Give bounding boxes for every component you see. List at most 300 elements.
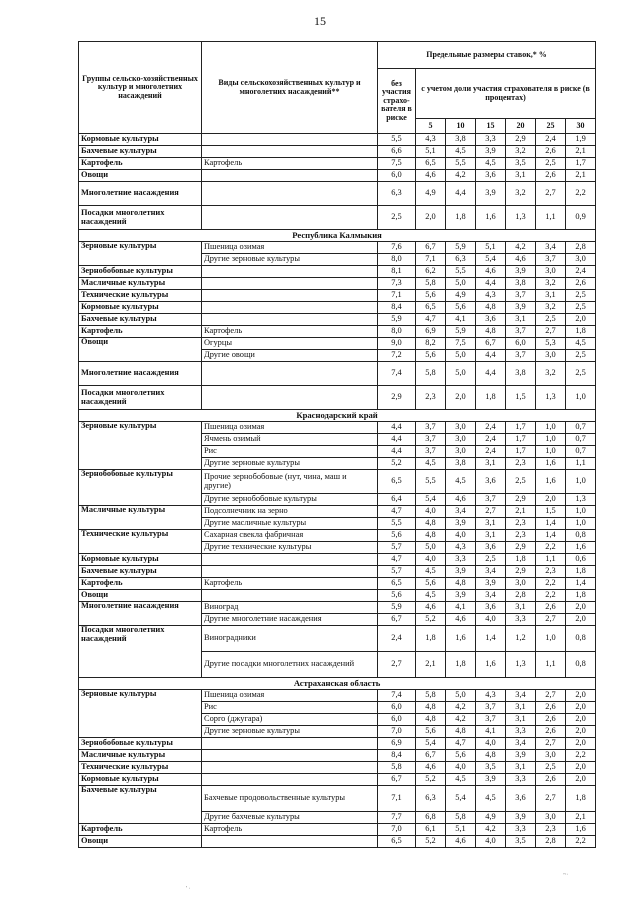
rate-no-participation-cell: 5,8 bbox=[378, 762, 416, 774]
rate-cell: 2,2 bbox=[566, 836, 596, 848]
rate-no-participation-cell: 2,4 bbox=[378, 626, 416, 652]
rate-cell: 3,3 bbox=[506, 614, 536, 626]
header-limits: Предельные размеры ставок,* % bbox=[378, 42, 596, 69]
rate-cell: 2,7 bbox=[536, 326, 566, 338]
rate-cell: 4,0 bbox=[476, 614, 506, 626]
table-row bbox=[79, 134, 596, 146]
header-col-25: 25 bbox=[536, 119, 566, 134]
rate-cell: 4,0 bbox=[416, 554, 446, 566]
crop-kind-cell: Другие посадки многолетних насаждений bbox=[202, 652, 378, 678]
rate-cell: 2,2 bbox=[566, 182, 596, 206]
rate-cell: 2,6 bbox=[536, 170, 566, 182]
rate-cell: 3,6 bbox=[476, 602, 506, 614]
rate-cell: 5,8 bbox=[416, 278, 446, 290]
crop-group-cell: Многолетние насаждения bbox=[79, 362, 202, 386]
rate-cell: 5,2 bbox=[416, 836, 446, 848]
rate-cell: 3,9 bbox=[476, 578, 506, 590]
table-row bbox=[79, 362, 596, 386]
rate-cell: 5,9 bbox=[446, 242, 476, 254]
rate-cell: 4,5 bbox=[476, 158, 506, 170]
rate-cell: 1,6 bbox=[536, 458, 566, 470]
rate-cell: 5,6 bbox=[416, 578, 446, 590]
rate-cell: 4,4 bbox=[476, 362, 506, 386]
crop-kind-cell: Картофель bbox=[202, 824, 378, 836]
table-row bbox=[79, 602, 596, 614]
crop-kind-cell bbox=[202, 206, 378, 230]
rate-cell: 2,6 bbox=[536, 774, 566, 786]
rate-no-participation-cell: 6,6 bbox=[378, 146, 416, 158]
rate-cell: 2,5 bbox=[566, 362, 596, 386]
header-groups: Группы сельско-хозяйственных культур и многолетних насаждений bbox=[79, 42, 202, 134]
rate-cell: 5,3 bbox=[536, 338, 566, 350]
rate-cell: 3,4 bbox=[446, 506, 476, 518]
rate-cell: 3,4 bbox=[536, 242, 566, 254]
header-col-15: 15 bbox=[476, 119, 506, 134]
rate-cell: 1,4 bbox=[566, 578, 596, 590]
rate-cell: 4,4 bbox=[476, 350, 506, 362]
crop-group-cell: Кормовые культуры bbox=[79, 774, 202, 786]
header-col-10: 10 bbox=[446, 119, 476, 134]
rate-cell: 3,3 bbox=[476, 134, 506, 146]
rate-cell: 2,5 bbox=[566, 302, 596, 314]
table-row bbox=[79, 774, 596, 786]
rate-cell: 5,0 bbox=[446, 690, 476, 702]
rate-no-participation-cell: 5,7 bbox=[378, 542, 416, 554]
rate-no-participation-cell: 5,6 bbox=[378, 590, 416, 602]
rate-cell: 3,6 bbox=[476, 470, 506, 494]
rate-no-participation-cell: 7,1 bbox=[378, 290, 416, 302]
rate-cell: 6,5 bbox=[416, 158, 446, 170]
rate-cell: 3,8 bbox=[506, 362, 536, 386]
crop-group-cell: Картофель bbox=[79, 578, 202, 590]
rate-cell: 5,2 bbox=[416, 614, 446, 626]
header-col-5: 5 bbox=[416, 119, 446, 134]
crop-kind-cell: Другие зернобобовые культуры bbox=[202, 494, 378, 506]
rate-no-participation-cell: 7,3 bbox=[378, 278, 416, 290]
crop-kind-cell: Виноград bbox=[202, 602, 378, 614]
rate-cell: 3,0 bbox=[446, 434, 476, 446]
rate-cell: 4,3 bbox=[416, 134, 446, 146]
rate-cell: 4,9 bbox=[476, 812, 506, 824]
rate-cell: 4,8 bbox=[476, 302, 506, 314]
rate-cell: 4,6 bbox=[416, 602, 446, 614]
rate-cell: 5,1 bbox=[476, 242, 506, 254]
rate-cell: 1,5 bbox=[536, 506, 566, 518]
rate-cell: 2,0 bbox=[566, 714, 596, 726]
rate-cell: 4,6 bbox=[416, 170, 446, 182]
region-header-row bbox=[79, 678, 596, 690]
rate-cell: 4,8 bbox=[416, 518, 446, 530]
rate-no-participation-cell: 9,0 bbox=[378, 338, 416, 350]
rate-cell: 3,1 bbox=[506, 762, 536, 774]
crop-kind-cell bbox=[202, 134, 378, 146]
rate-cell: 3,2 bbox=[506, 182, 536, 206]
rate-cell: 4,8 bbox=[416, 530, 446, 542]
crop-group-cell: Масличные культуры bbox=[79, 750, 202, 762]
rate-cell: 2,7 bbox=[536, 614, 566, 626]
rate-cell: 4,2 bbox=[446, 714, 476, 726]
crop-kind-cell: Картофель bbox=[202, 326, 378, 338]
header-col-30: 30 bbox=[566, 119, 596, 134]
rate-cell: 2,6 bbox=[536, 146, 566, 158]
header-without-participation: без участия страхо-вателя в риске bbox=[378, 69, 416, 134]
rate-cell: 1,6 bbox=[566, 824, 596, 836]
rate-cell: 2,5 bbox=[566, 350, 596, 362]
rate-cell: 4,6 bbox=[506, 254, 536, 266]
rate-cell: 1,0 bbox=[536, 422, 566, 434]
rate-cell: 2,5 bbox=[506, 470, 536, 494]
rate-cell: 5,6 bbox=[416, 726, 446, 738]
rate-cell: 1,0 bbox=[566, 386, 596, 410]
rate-cell: 5,4 bbox=[416, 494, 446, 506]
rate-cell: 2,0 bbox=[566, 774, 596, 786]
crop-group-cell: Зерновые культуры bbox=[79, 242, 202, 266]
rate-cell: 7,1 bbox=[416, 254, 446, 266]
rate-no-participation-cell: 6,0 bbox=[378, 170, 416, 182]
rate-cell: 3,9 bbox=[476, 774, 506, 786]
rate-cell: 4,5 bbox=[446, 470, 476, 494]
rate-cell: 2,0 bbox=[536, 494, 566, 506]
rate-cell: 5,9 bbox=[446, 326, 476, 338]
rate-cell: 1,8 bbox=[566, 326, 596, 338]
rate-cell: 1,8 bbox=[416, 626, 446, 652]
rate-cell: 4,0 bbox=[476, 738, 506, 750]
rate-cell: 1,1 bbox=[566, 458, 596, 470]
rate-no-participation-cell: 2,5 bbox=[378, 206, 416, 230]
rate-cell: 3,7 bbox=[416, 434, 446, 446]
crop-kind-cell: Бахчевые продовольственные культуры bbox=[202, 786, 378, 812]
rate-cell: 2,0 bbox=[566, 726, 596, 738]
rate-cell: 2,4 bbox=[536, 134, 566, 146]
rate-cell: 3,0 bbox=[506, 578, 536, 590]
rate-cell: 4,7 bbox=[416, 314, 446, 326]
rate-no-participation-cell: 7,4 bbox=[378, 690, 416, 702]
region-header-row bbox=[79, 410, 596, 422]
rate-cell: 4,8 bbox=[446, 726, 476, 738]
crop-kind-cell: Другие многолетние насаждения bbox=[202, 614, 378, 626]
crop-kind-cell: Другие зерновые культуры bbox=[202, 726, 378, 738]
crop-group-cell: Бахчевые культуры bbox=[79, 314, 202, 326]
crop-kind-cell bbox=[202, 836, 378, 848]
rate-cell: 1,7 bbox=[566, 158, 596, 170]
crop-group-cell: Кормовые культуры bbox=[79, 554, 202, 566]
rate-cell: 5,0 bbox=[446, 350, 476, 362]
rate-cell: 3,2 bbox=[536, 278, 566, 290]
rate-cell: 1,0 bbox=[536, 446, 566, 458]
rate-no-participation-cell: 2,9 bbox=[378, 386, 416, 410]
rate-cell: 3,5 bbox=[476, 762, 506, 774]
crop-group-cell: Технические культуры bbox=[79, 530, 202, 554]
table-row bbox=[79, 206, 596, 230]
rate-cell: 3,3 bbox=[506, 774, 536, 786]
rate-no-participation-cell: 8,0 bbox=[378, 326, 416, 338]
rate-cell: 4,6 bbox=[446, 494, 476, 506]
rate-cell: 8,2 bbox=[416, 338, 446, 350]
rate-cell: 5,1 bbox=[446, 824, 476, 836]
rate-cell: 1,8 bbox=[566, 590, 596, 602]
crop-kind-cell bbox=[202, 590, 378, 602]
rate-no-participation-cell: 6,7 bbox=[378, 614, 416, 626]
rate-cell: 4,8 bbox=[416, 702, 446, 714]
table-row bbox=[79, 506, 596, 518]
crop-kind-cell: Прочие зернобобовые (нут, чина, маш и другие) bbox=[202, 470, 378, 494]
rate-no-participation-cell: 6,4 bbox=[378, 494, 416, 506]
rate-cell: 2,7 bbox=[536, 182, 566, 206]
table-row bbox=[79, 626, 596, 652]
rate-no-participation-cell: 4,4 bbox=[378, 434, 416, 446]
rate-cell: 1,6 bbox=[476, 206, 506, 230]
rate-cell: 2,3 bbox=[536, 824, 566, 836]
crop-kind-cell bbox=[202, 386, 378, 410]
rate-cell: 3,0 bbox=[566, 254, 596, 266]
rate-cell: 4,4 bbox=[446, 182, 476, 206]
rate-cell: 2,2 bbox=[536, 542, 566, 554]
rate-cell: 3,0 bbox=[446, 422, 476, 434]
page-number: 15 bbox=[314, 14, 326, 28]
rate-cell: 1,9 bbox=[566, 134, 596, 146]
header-kinds: Виды сельскохозяйственных культур и многолетних насаждений** bbox=[202, 42, 378, 134]
rate-cell: 1,7 bbox=[506, 422, 536, 434]
table-body bbox=[79, 134, 596, 848]
rate-no-participation-cell: 7,0 bbox=[378, 824, 416, 836]
rate-no-participation-cell: 6,5 bbox=[378, 836, 416, 848]
crop-kind-cell bbox=[202, 362, 378, 386]
rate-cell: 6,3 bbox=[416, 786, 446, 812]
table-row bbox=[79, 578, 596, 590]
rate-cell: 5,6 bbox=[416, 350, 446, 362]
rate-cell: 4,5 bbox=[476, 786, 506, 812]
rate-cell: 1,5 bbox=[506, 386, 536, 410]
rate-cell: 1,8 bbox=[506, 554, 536, 566]
rate-cell: 2,5 bbox=[536, 762, 566, 774]
rate-cell: 5,6 bbox=[446, 750, 476, 762]
rate-cell: 2,5 bbox=[536, 314, 566, 326]
rate-cell: 2,0 bbox=[416, 206, 446, 230]
rate-cell: 2,7 bbox=[536, 738, 566, 750]
crop-kind-cell: Другие зерновые культуры bbox=[202, 254, 378, 266]
rate-cell: 3,7 bbox=[416, 446, 446, 458]
rate-cell: 5,6 bbox=[446, 302, 476, 314]
rate-cell: 5,0 bbox=[446, 278, 476, 290]
rate-cell: 2,9 bbox=[506, 542, 536, 554]
rate-cell: 4,1 bbox=[476, 726, 506, 738]
rate-cell: 3,9 bbox=[446, 566, 476, 578]
rate-cell: 3,0 bbox=[536, 812, 566, 824]
crop-kind-cell bbox=[202, 170, 378, 182]
crop-kind-cell: Сахарная свекла фабричная bbox=[202, 530, 378, 542]
rate-cell: 1,0 bbox=[566, 470, 596, 494]
rate-cell: 3,7 bbox=[416, 422, 446, 434]
rate-no-participation-cell: 6,5 bbox=[378, 578, 416, 590]
rate-cell: 2,3 bbox=[506, 458, 536, 470]
crop-kind-cell: Ячмень озимый bbox=[202, 434, 378, 446]
rate-cell: 4,8 bbox=[446, 578, 476, 590]
crop-group-cell: Зернобобовые культуры bbox=[79, 470, 202, 506]
region-name: Краснодарский край bbox=[79, 410, 596, 422]
crop-kind-cell: Другие овощи bbox=[202, 350, 378, 362]
table-row bbox=[79, 290, 596, 302]
rate-cell: 2,0 bbox=[566, 314, 596, 326]
table-header bbox=[79, 42, 596, 134]
rate-cell: 2,0 bbox=[566, 602, 596, 614]
rate-cell: 2,5 bbox=[566, 290, 596, 302]
rate-no-participation-cell: 6,0 bbox=[378, 714, 416, 726]
rate-cell: 1,8 bbox=[476, 386, 506, 410]
rate-cell: 4,9 bbox=[446, 290, 476, 302]
rate-cell: 3,0 bbox=[536, 266, 566, 278]
rate-cell: 3,1 bbox=[506, 702, 536, 714]
rate-cell: 3,8 bbox=[506, 278, 536, 290]
rate-cell: 3,2 bbox=[536, 362, 566, 386]
crop-group-cell: Посадки многолетних насаждений bbox=[79, 386, 202, 410]
rate-cell: 2,1 bbox=[416, 652, 446, 678]
rate-cell: 3,1 bbox=[476, 530, 506, 542]
table-row bbox=[79, 422, 596, 434]
rate-cell: 3,7 bbox=[506, 326, 536, 338]
crop-group-cell: Зернобобовые культуры bbox=[79, 266, 202, 278]
rate-cell: 2,5 bbox=[536, 158, 566, 170]
rate-cell: 4,8 bbox=[476, 750, 506, 762]
crop-kind-cell: Другие технические культуры bbox=[202, 542, 378, 554]
table-row bbox=[79, 786, 596, 812]
rate-cell: 6,0 bbox=[506, 338, 536, 350]
rate-cell: 2,0 bbox=[446, 386, 476, 410]
rate-cell: 1,2 bbox=[506, 626, 536, 652]
rate-cell: 2,2 bbox=[566, 750, 596, 762]
table-row bbox=[79, 170, 596, 182]
crop-kind-cell: Пшеница озимая bbox=[202, 242, 378, 254]
crop-group-cell: Многолетние насаждения bbox=[79, 602, 202, 626]
rate-cell: 4,5 bbox=[416, 458, 446, 470]
crop-kind-cell: Пшеница озимая bbox=[202, 690, 378, 702]
crop-kind-cell: Огурцы bbox=[202, 338, 378, 350]
table-row bbox=[79, 158, 596, 170]
rate-cell: 2,3 bbox=[416, 386, 446, 410]
rate-no-participation-cell: 7,4 bbox=[378, 362, 416, 386]
rate-no-participation-cell: 7,6 bbox=[378, 242, 416, 254]
rate-cell: 4,5 bbox=[416, 566, 446, 578]
rate-cell: 5,0 bbox=[416, 542, 446, 554]
rate-cell: 4,6 bbox=[446, 836, 476, 848]
rate-cell: 2,0 bbox=[566, 762, 596, 774]
table-row bbox=[79, 554, 596, 566]
rate-cell: 4,6 bbox=[476, 266, 506, 278]
scan-mark: ' · bbox=[186, 886, 191, 892]
rate-cell: 4,7 bbox=[446, 738, 476, 750]
table-row bbox=[79, 386, 596, 410]
crop-kind-cell bbox=[202, 762, 378, 774]
crop-kind-cell: Рис bbox=[202, 702, 378, 714]
crop-kind-cell: Рис bbox=[202, 446, 378, 458]
rate-cell: 4,5 bbox=[446, 146, 476, 158]
header-col-20: 20 bbox=[506, 119, 536, 134]
rate-cell: 0,8 bbox=[566, 626, 596, 652]
rate-cell: 4,3 bbox=[476, 290, 506, 302]
rate-no-participation-cell: 6,5 bbox=[378, 470, 416, 494]
table-row bbox=[79, 530, 596, 542]
crop-group-cell: Посадки многолетних насаждений bbox=[79, 626, 202, 678]
table-row bbox=[79, 266, 596, 278]
rate-cell: 3,1 bbox=[506, 314, 536, 326]
rate-cell: 2,2 bbox=[536, 578, 566, 590]
crop-group-cell: Кормовые культуры bbox=[79, 302, 202, 314]
table-row bbox=[79, 242, 596, 254]
rate-cell: 3,7 bbox=[536, 254, 566, 266]
rate-cell: 3,9 bbox=[506, 266, 536, 278]
rate-cell: 3,9 bbox=[476, 182, 506, 206]
table-row bbox=[79, 590, 596, 602]
rate-cell: 3,9 bbox=[506, 812, 536, 824]
rate-cell: 2,6 bbox=[536, 726, 566, 738]
rate-cell: 1,7 bbox=[506, 434, 536, 446]
rate-cell: 4,1 bbox=[446, 602, 476, 614]
rate-cell: 3,2 bbox=[536, 302, 566, 314]
rate-cell: 4,6 bbox=[446, 614, 476, 626]
rate-cell: 2,4 bbox=[476, 422, 506, 434]
rate-no-participation-cell: 5,5 bbox=[378, 518, 416, 530]
rate-cell: 3,9 bbox=[446, 518, 476, 530]
rate-cell: 4,0 bbox=[476, 836, 506, 848]
rate-cell: 1,1 bbox=[536, 652, 566, 678]
rate-no-participation-cell: 5,7 bbox=[378, 566, 416, 578]
rate-cell: 2,6 bbox=[566, 278, 596, 290]
rate-cell: 4,3 bbox=[446, 542, 476, 554]
rate-cell: 3,2 bbox=[506, 146, 536, 158]
table-row bbox=[79, 314, 596, 326]
table-row bbox=[79, 182, 596, 206]
rate-cell: 2,0 bbox=[566, 614, 596, 626]
rate-cell: 1,8 bbox=[446, 652, 476, 678]
crop-group-cell: Посадки многолетних насаждений bbox=[79, 206, 202, 230]
rate-no-participation-cell: 7,1 bbox=[378, 786, 416, 812]
crop-group-cell: Картофель bbox=[79, 158, 202, 170]
rate-cell: 4,1 bbox=[446, 314, 476, 326]
rate-no-participation-cell: 8,1 bbox=[378, 266, 416, 278]
rate-cell: 1,7 bbox=[506, 446, 536, 458]
rate-cell: 6,8 bbox=[416, 812, 446, 824]
rate-cell: 2,2 bbox=[536, 590, 566, 602]
crop-group-cell: Бахчевые культуры bbox=[79, 146, 202, 158]
rate-cell: 2,1 bbox=[566, 146, 596, 158]
crop-kind-cell bbox=[202, 738, 378, 750]
crop-kind-cell bbox=[202, 750, 378, 762]
table-row bbox=[79, 470, 596, 494]
crop-kind-cell: Подсолнечник на зерно bbox=[202, 506, 378, 518]
rate-cell: 6,9 bbox=[416, 326, 446, 338]
rate-cell: 4,2 bbox=[446, 702, 476, 714]
rate-no-participation-cell: 6,9 bbox=[378, 738, 416, 750]
rate-cell: 0,7 bbox=[566, 446, 596, 458]
rate-cell: 0,8 bbox=[566, 530, 596, 542]
rate-cell: 2,9 bbox=[506, 494, 536, 506]
table-row bbox=[79, 566, 596, 578]
rate-no-participation-cell: 5,2 bbox=[378, 458, 416, 470]
rate-cell: 1,8 bbox=[566, 786, 596, 812]
crop-kind-cell: Виноградники bbox=[202, 626, 378, 652]
rate-cell: 2,4 bbox=[476, 446, 506, 458]
rate-cell: 4,3 bbox=[476, 690, 506, 702]
crop-group-cell: Овощи bbox=[79, 338, 202, 362]
rate-cell: 2,8 bbox=[566, 242, 596, 254]
rate-cell: 1,6 bbox=[476, 652, 506, 678]
table-row bbox=[79, 302, 596, 314]
rate-cell: 4,0 bbox=[446, 530, 476, 542]
table-row bbox=[79, 690, 596, 702]
rate-cell: 3,0 bbox=[536, 750, 566, 762]
rate-cell: 3,3 bbox=[506, 726, 536, 738]
rate-cell: 5,8 bbox=[416, 362, 446, 386]
table-row bbox=[79, 836, 596, 848]
